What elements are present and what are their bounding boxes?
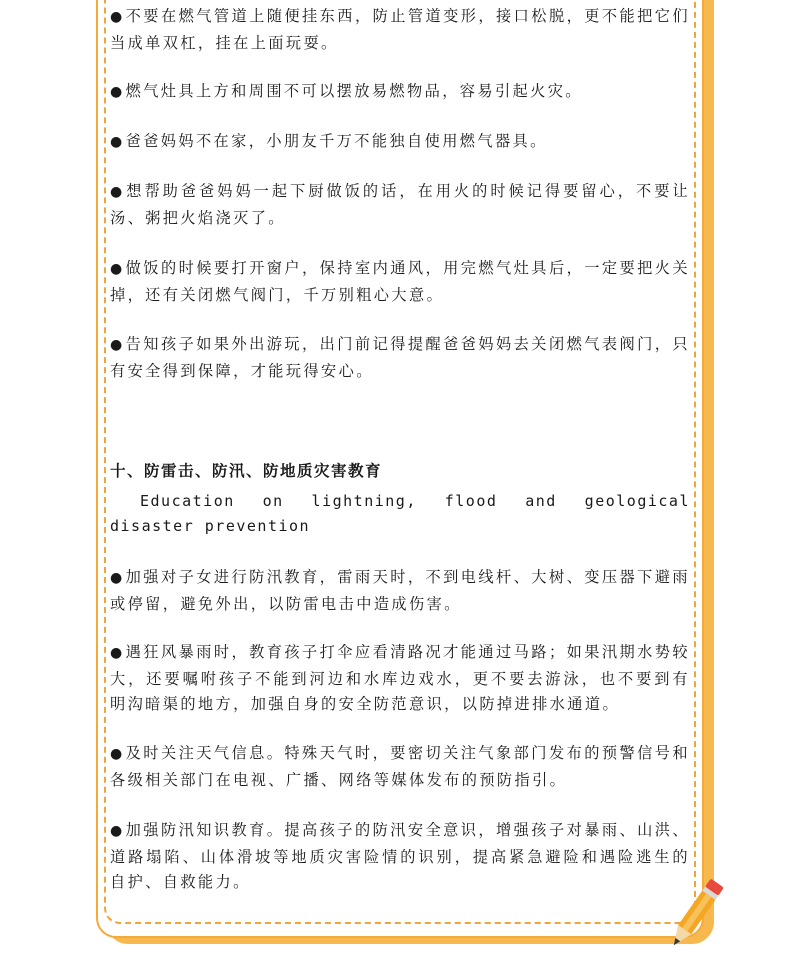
paragraph: ●想帮助爸爸妈妈一起下厨做饭的话，在用火的时候记得要留心，不要让汤、粥把火焰浇灭了。 (110, 182, 690, 227)
paragraph: ●加强防汛知识教育。提高孩子的防汛安全意识，增强孩子对暴雨、山洪、道路塌陷、山体滑坡等地质灾害险情的识别，提高紧急避险和遇险逃生的自护、自救能力。 (110, 821, 690, 891)
bullet-icon: ● (110, 84, 125, 100)
paragraph: ●遇狂风暴雨时，教育孩子打伞应看清路况才能通过马路；如果汛期水势较大，还要嘱咐孩子不能到河边和水库边戏水，更不要去游泳，也不要到有明沟暗渠的地方，加强自身的安全防范意识，以防掉进排水通道。 (110, 643, 690, 713)
paragraph: ●不要在燃气管道上随便挂东西，防止管道变形，接口松脱，更不能把它们当成单双杠，挂在上面玩耍。 (110, 7, 690, 52)
paragraph: ●告知孩子如果外出游玩，出门前记得提醒爸爸妈妈去关闭燃气表阀门，只有安全得到保障，才能玩得安心。 (110, 335, 690, 380)
bullet-icon: ● (110, 261, 125, 277)
paragraph: ●加强对子女进行防汛教育，雷雨天时，不到电线杆、大树、变压器下避雨或停留，避免外出，以防雷电击中造成伤害。 (110, 568, 690, 613)
bullet-icon: ● (110, 134, 125, 150)
paragraph: ●爸爸妈妈不在家，小朋友千万不能独自使用燃气器具。 (110, 132, 548, 150)
bullet-icon: ● (110, 9, 125, 25)
section-heading: 十、防雷击、防汛、防地质灾害教育 (110, 461, 383, 480)
bullet-icon: ● (110, 570, 125, 586)
paragraph: ●燃气灶具上方和周围不可以摆放易燃物品，容易引起火灾。 (110, 82, 583, 100)
bullet-icon: ● (110, 823, 125, 839)
bullet-icon: ● (110, 337, 125, 353)
section-english-title: Education on lightning, flood and geological disaster prevention (110, 492, 690, 535)
bullet-icon: ● (110, 746, 125, 762)
paragraph: ●做饭的时候要打开窗户，保持室内通风，用完燃气灶具后，一定要把火关掉，还有关闭燃气阀门，千万别粗心大意。 (110, 259, 690, 304)
bullet-icon: ● (110, 645, 125, 661)
paragraph: ●及时关注天气信息。特殊天气时，要密切关注气象部门发布的预警信号和各级相关部门在电视、广播、网络等媒体发布的预防指引。 (110, 744, 690, 789)
pencil-icon (660, 874, 730, 956)
bullet-icon: ● (110, 184, 126, 200)
